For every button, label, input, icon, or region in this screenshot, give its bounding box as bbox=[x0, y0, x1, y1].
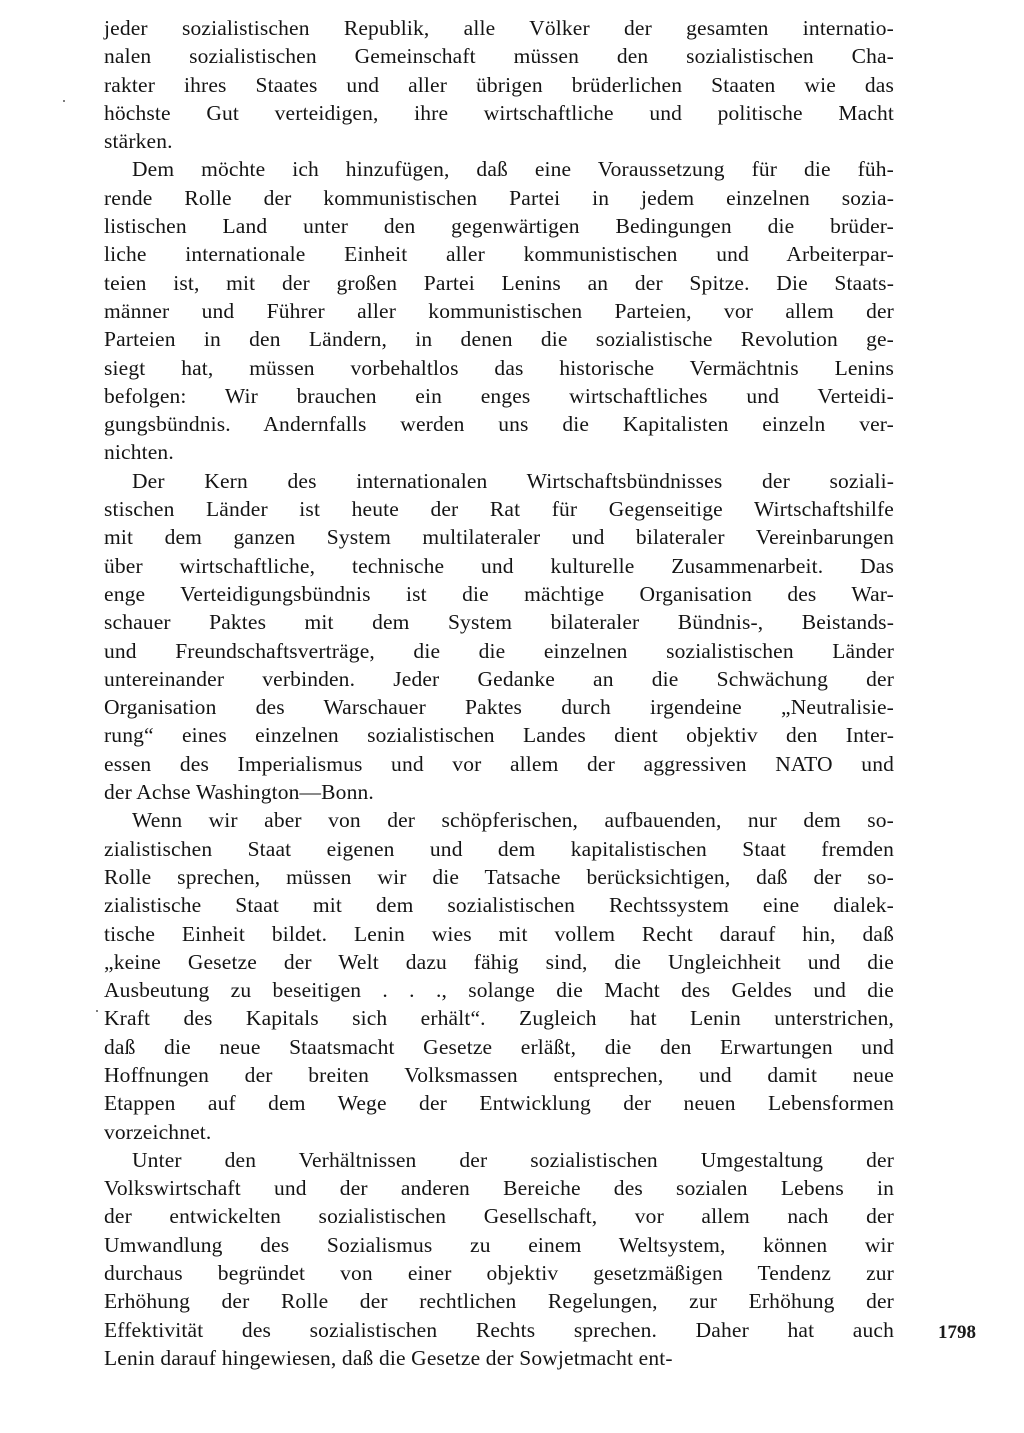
text-line: Rolle sprechen, müssen wir die Tatsache berücksichtigen, daß der so- bbox=[104, 864, 894, 889]
text-line: Etappen auf dem Wege der Entwicklung der neuen Lebensformen bbox=[104, 1091, 894, 1116]
text-line: stärken. bbox=[104, 129, 173, 154]
text-line: rende Rolle der kommunistischen Partei in jedem einzelnen sozia- bbox=[104, 185, 894, 210]
paragraph bbox=[104, 467, 894, 807]
text-line: liche internationale Einheit aller kommunistischen und Arbeiterpar- bbox=[104, 242, 894, 267]
body-text bbox=[104, 14, 894, 1372]
text-line: nichten. bbox=[104, 440, 174, 465]
text-line: zialistische Staat mit dem sozialistischen Rechtssystem eine dialek- bbox=[104, 893, 894, 918]
text-line: Umwandlung des Sozialismus zu einem Weltsystem, können wir bbox=[104, 1232, 894, 1257]
text-line: schauer Paktes mit dem System bilateraler Bündnis-, Beistands- bbox=[104, 610, 894, 635]
text-line: Wenn wir aber von der schöpferischen, aufbauenden, nur dem so- bbox=[132, 808, 894, 833]
paragraph bbox=[104, 14, 894, 155]
text-line: untereinander verbinden. Jeder Gedanke an die Schwächung der bbox=[104, 666, 894, 691]
text-line: tische Einheit bildet. Lenin wies mit vollem Recht darauf hin, daß bbox=[104, 921, 894, 946]
text-line: Der Kern des internationalen Wirtschaftsbündnisses der soziali- bbox=[132, 468, 894, 493]
text-line: der Achse Washington—Bonn. bbox=[104, 780, 374, 805]
text-line: Volkswirtschaft und der anderen Bereiche des sozialen Lebens in bbox=[104, 1176, 894, 1201]
text-line: Lenin darauf hingewiesen, daß die Gesetze der Sowjetmacht ent- bbox=[104, 1345, 673, 1370]
scan-speck bbox=[96, 1010, 98, 1012]
text-line: gungsbündnis. Andernfalls werden uns die Kapitalisten einzeln ver- bbox=[104, 412, 894, 437]
text-line: zialistischen Staat eigenen und dem kapitalistischen Staat fremden bbox=[104, 836, 894, 861]
text-line: Kraft des Kapitals sich erhält“. Zugleich hat Lenin unterstrichen, bbox=[104, 1006, 894, 1031]
text-line: jeder sozialistischen Republik, alle Völker der gesamten internatio- bbox=[104, 16, 894, 40]
text-line: daß die neue Staatsmacht Gesetze erläßt, die den Erwartungen und bbox=[104, 1034, 894, 1059]
text-line: männer und Führer aller kommunistischen Parteien, vor allem der bbox=[104, 298, 894, 323]
text-line: über wirtschaftliche, technische und kulturelle Zusammenarbeit. Das bbox=[104, 553, 894, 578]
text-line: essen des Imperialismus und vor allem der aggressiven NATO und bbox=[104, 751, 894, 776]
scan-speck bbox=[63, 100, 65, 102]
text-line: Dem möchte ich hinzufügen, daß eine Voraussetzung für die füh- bbox=[132, 157, 894, 182]
text-line: listischen Land unter den gegenwärtigen Bedingungen die brüder- bbox=[104, 214, 894, 239]
text-line: befolgen: Wir brauchen ein enges wirtschaftliches und Verteidi- bbox=[104, 383, 894, 408]
text-line: höchste Gut verteidigen, ihre wirtschaftliche und politische Macht bbox=[104, 100, 894, 125]
text-line: und Freundschaftsverträge, die die einzelnen sozialistischen Länder bbox=[104, 638, 894, 663]
text-line: Hoffnungen der breiten Volksmassen entsprechen, und damit neue bbox=[104, 1062, 894, 1087]
paragraph bbox=[104, 155, 894, 466]
text-line: rakter ihres Staates und aller übrigen brüderlichen Staaten wie das bbox=[104, 72, 894, 97]
text-line: teien ist, mit der großen Partei Lenins an der Spitze. Die Staats- bbox=[104, 270, 894, 295]
text-line: durchaus begründet von einer objektiv gesetzmäßigen Tendenz zur bbox=[104, 1261, 894, 1286]
text-line: Effektivität des sozialistischen Rechts sprechen. Daher hat auch bbox=[104, 1317, 894, 1342]
text-line: vorzeichnet. bbox=[104, 1119, 212, 1144]
text-line: Ausbeutung zu beseitigen . . ., solange die Macht des Geldes und die bbox=[104, 978, 894, 1003]
text-line: Organisation des Warschauer Paktes durch irgendeine „Neutralisie- bbox=[104, 695, 894, 720]
text-line: rung“ eines einzelnen sozialistischen Landes dient objektiv den Inter- bbox=[104, 723, 894, 748]
text-line: enge Verteidigungsbündnis ist die mächtige Organisation des War- bbox=[104, 581, 894, 606]
text-line: stischen Länder ist heute der Rat für Gegenseitige Wirtschaftshilfe bbox=[104, 497, 894, 522]
text-line: Erhöhung der Rolle der rechtlichen Regelungen, zur Erhöhung der bbox=[104, 1289, 894, 1314]
paragraph bbox=[104, 806, 894, 1146]
text-line: Unter den Verhältnissen der sozialistischen Umgestaltung der bbox=[132, 1147, 894, 1172]
text-line: siegt hat, müssen vorbehaltlos das historische Vermächtnis Lenins bbox=[104, 355, 894, 380]
text-line: nalen sozialistischen Gemeinschaft müssen den sozialistischen Cha- bbox=[104, 44, 894, 69]
text-line: Parteien in den Ländern, in denen die sozialistische Revolution ge- bbox=[104, 327, 894, 352]
text-line: „keine Gesetze der Welt dazu fähig sind, die Ungleichheit und die bbox=[104, 949, 894, 974]
text-line: der entwickelten sozialistischen Gesellschaft, vor allem nach der bbox=[104, 1204, 894, 1229]
page-number: 1798 bbox=[938, 1322, 976, 1343]
paragraph bbox=[104, 1146, 894, 1372]
text-line: mit dem ganzen System multilateraler und bilateraler Vereinbarungen bbox=[104, 525, 894, 550]
